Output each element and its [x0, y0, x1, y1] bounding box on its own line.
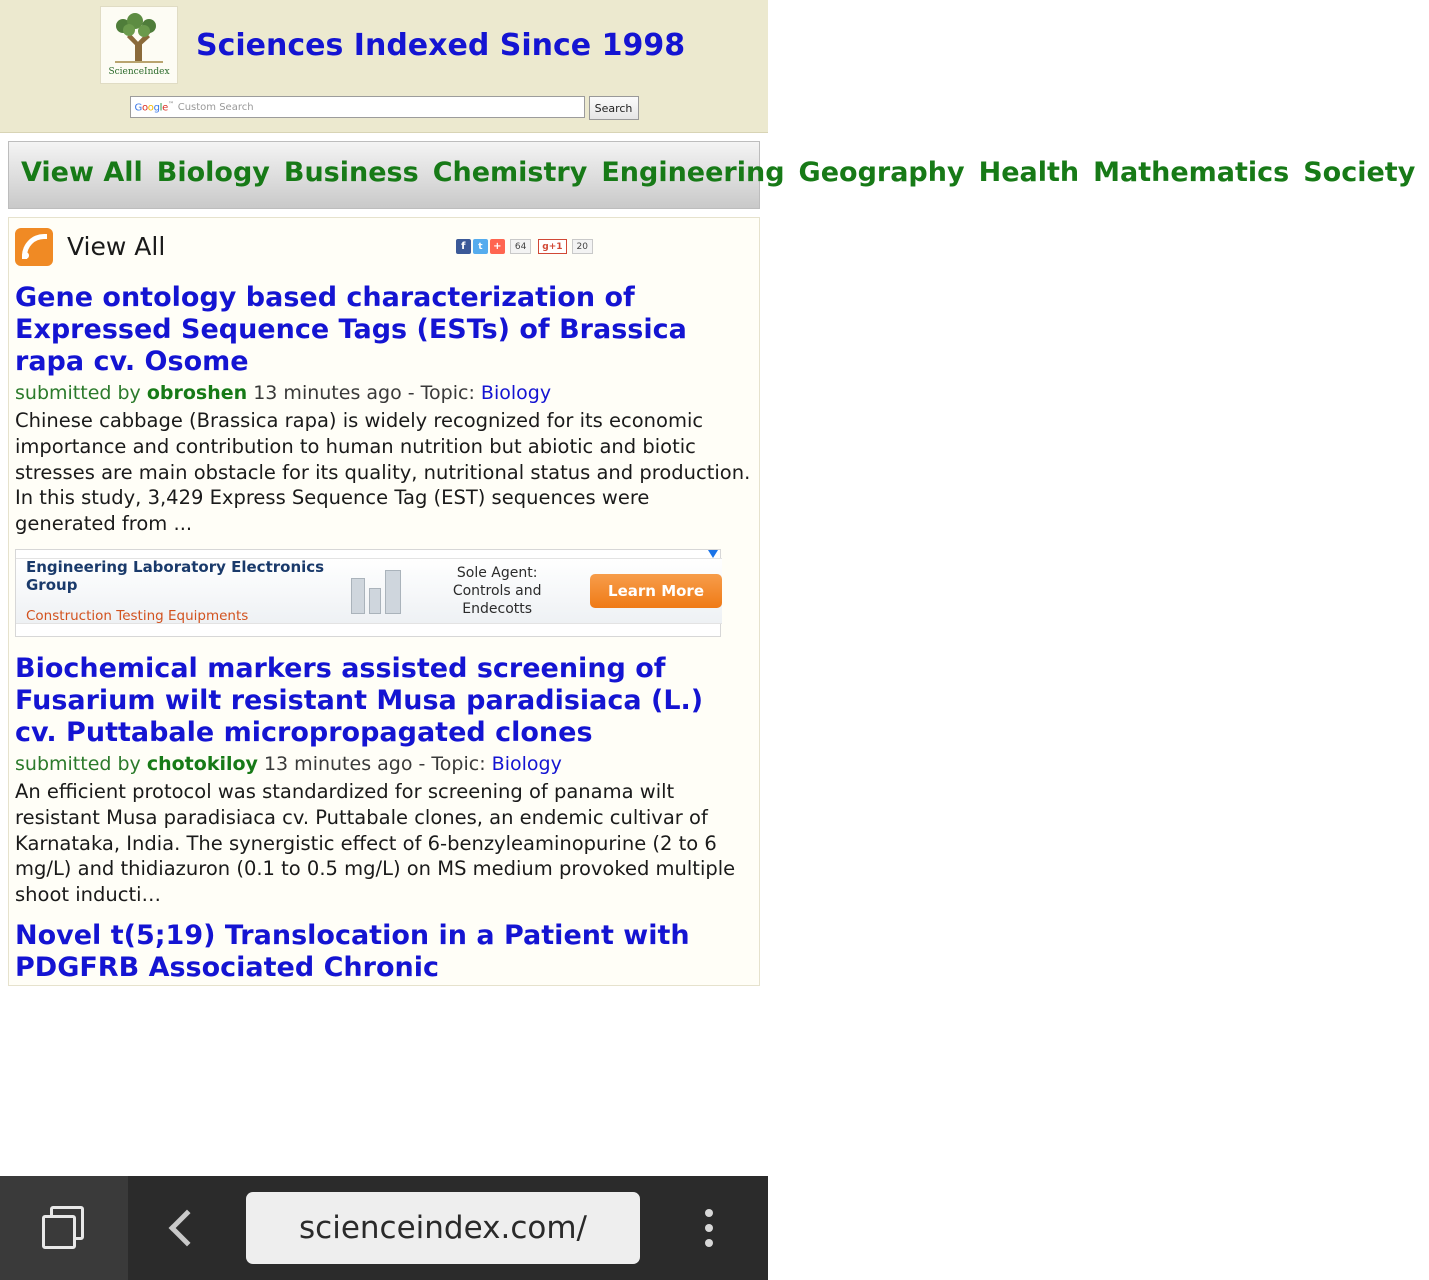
- adchoices-triangle-icon: [708, 550, 718, 558]
- nav-item-business[interactable]: Business: [283, 157, 419, 188]
- share-plus-icon[interactable]: +: [490, 239, 505, 254]
- adchoices-icon[interactable]: [708, 550, 718, 558]
- nav-item-mathematics[interactable]: Mathematics: [1093, 157, 1290, 188]
- nav-item-chemistry[interactable]: Chemistry: [432, 157, 588, 188]
- google-plus-count: 20: [572, 239, 593, 254]
- overflow-dot: [705, 1239, 713, 1247]
- content-area: [8, 217, 760, 987]
- ad-cta-button[interactable]: Learn More: [590, 574, 722, 608]
- nav-item-society[interactable]: Society: [1303, 157, 1416, 188]
- search-row: [0, 96, 768, 120]
- article-excerpt: An efficient protocol was standardized for screening of panama wilt resistant Musa paradisiaca cv. Puttabale clones, an endemic cultivar of Karnataka, India. The synergistic effect of 6-benzyleaminopurine (2 to 6 mg/L) and thidiazuron (0.1 to 0.5 mg/L) on MS medium provoked multiple shoot inducti…: [15, 780, 736, 906]
- overflow-dot: [705, 1224, 713, 1232]
- meta-separator: -: [407, 382, 415, 405]
- search-placeholder: Custom Search: [177, 101, 254, 113]
- share-bar: [456, 239, 753, 254]
- twitter-icon[interactable]: t: [473, 239, 488, 254]
- article-title-link[interactable]: Gene ontology based characterization of Expressed Sequence Tags (ESTs) of Brassica rapa cv. Osome: [15, 281, 687, 377]
- submitted-by-label: submitted by: [15, 753, 141, 776]
- category-nav: [8, 141, 1416, 209]
- ad-content: [16, 558, 722, 624]
- overflow-menu-icon: [705, 1209, 713, 1217]
- share-count: 64: [510, 239, 531, 254]
- ad-subline: Construction Testing Equipments: [26, 607, 249, 624]
- topic-label: Topic:: [431, 753, 486, 776]
- article-author[interactable]: chotokiloy: [146, 753, 258, 776]
- ad-product-image: [341, 562, 418, 620]
- section-title: View All: [67, 232, 166, 262]
- nav-item-view-all[interactable]: View All: [21, 157, 143, 188]
- submitted-by-label: submitted by: [15, 382, 141, 405]
- article-title-link[interactable]: Biochemical markers assisted screening of Fusarium wilt resistant Musa paradisiaca (L.) cv. Puttabale micropropagated clones: [15, 652, 704, 748]
- tabs-icon: [42, 1206, 86, 1250]
- ad-middle-text: [418, 564, 576, 619]
- nav-item-health[interactable]: Health: [978, 157, 1080, 188]
- google-plus-one-button[interactable]: g+1: [538, 239, 566, 254]
- browser-bottom-bar: [0, 1176, 768, 1280]
- site-logo[interactable]: [100, 6, 178, 84]
- back-button[interactable]: [128, 1215, 246, 1241]
- url-input[interactable]: scienceindex.com/: [246, 1192, 640, 1264]
- article-item: [15, 643, 753, 908]
- rss-icon[interactable]: [15, 228, 53, 266]
- menu-button[interactable]: [650, 1209, 768, 1247]
- search-button[interactable]: Search: [589, 96, 639, 120]
- nav-item-geography[interactable]: Geography: [798, 157, 965, 188]
- article-author[interactable]: obroshen: [146, 382, 248, 405]
- article-title-link[interactable]: Novel t(5;19) Translocation in a Patient with PDGFRB Associated Chronic: [15, 919, 690, 983]
- article-meta: [15, 381, 753, 406]
- google-wordmark: Google™: [134, 100, 174, 114]
- article-time: 13 minutes ago: [253, 382, 402, 405]
- topic-label: Topic:: [420, 382, 475, 405]
- article-time: 13 minutes ago: [263, 753, 413, 776]
- tree-logo-icon: [111, 14, 167, 66]
- logo-text: ScienceIndex: [108, 66, 170, 77]
- ad-mid-line2: Controls and: [452, 582, 542, 599]
- search-input[interactable]: [130, 96, 585, 118]
- article-excerpt: Chinese cabbage (Brassica rapa) is widely recognized for its economic importance and contribution to human nutrition but abiotic and biotic stresses are main obstacle for its quality, nutritional status and production. In this study, 3,429 Express Sequence Tag (EST) sequences were generated from ...: [15, 409, 751, 536]
- ad-mid-line3: Endecotts: [462, 600, 533, 617]
- ad-mid-line1: Sole Agent:: [456, 564, 538, 581]
- facebook-icon[interactable]: f: [456, 239, 471, 254]
- header-top: [0, 6, 768, 84]
- page-title: Sciences Indexed Since 1998: [196, 27, 686, 63]
- site-header: [0, 0, 768, 133]
- article-topic-link[interactable]: Biology: [480, 382, 552, 405]
- ad-headline: Engineering Laboratory Electronics Group: [26, 557, 325, 594]
- back-chevron-icon: [169, 1210, 206, 1247]
- meta-separator: -: [418, 753, 426, 776]
- advertisement-banner[interactable]: [15, 549, 721, 637]
- ad-text: [16, 558, 341, 624]
- section-header: [15, 226, 753, 272]
- nav-item-engineering[interactable]: Engineering: [601, 157, 785, 188]
- article-item: [15, 908, 753, 984]
- nav-item-biology[interactable]: Biology: [156, 157, 270, 188]
- article-topic-link[interactable]: Biology: [491, 753, 562, 776]
- article-item: [15, 272, 753, 537]
- article-meta: [15, 752, 753, 777]
- tabs-button[interactable]: [0, 1176, 128, 1280]
